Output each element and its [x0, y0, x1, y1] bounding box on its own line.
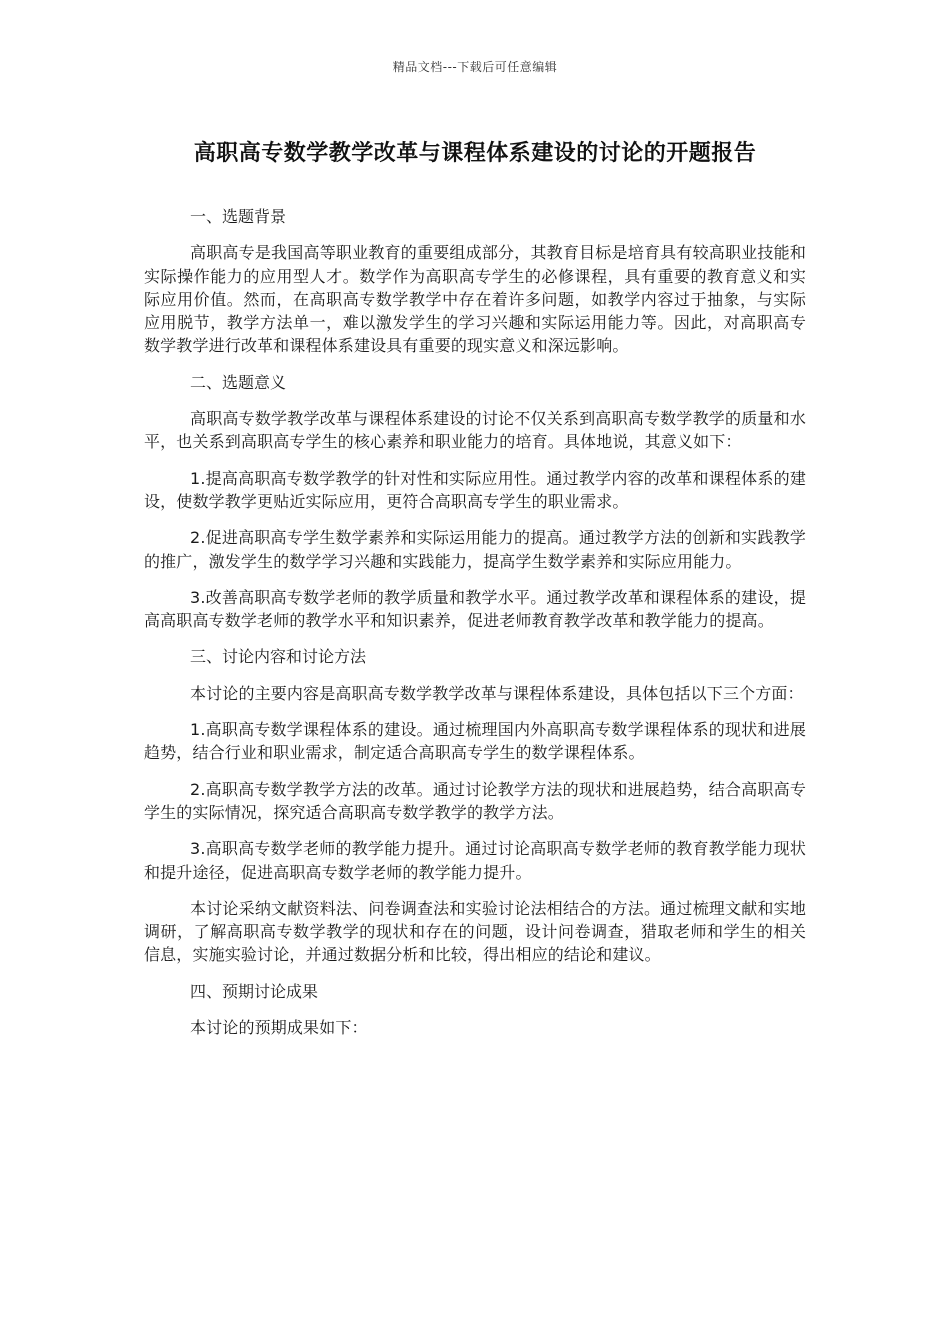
list-item-significance-3: 3.改善高职高专数学老师的教学质量和教学水平。通过教学改革和课程体系的建设，提高高职高专数学老师的教学水平和知识素养，促进老师教育教学改革和教学能力的提高。 — [144, 587, 806, 631]
paragraph-significance-intro: 高职高专数学教学改革与课程体系建设的讨论不仅关系到高职高专数学教学的质量和水平，也关系到高职高专学生的核心素养和职业能力的培育。具体地说，其意义如下： — [144, 409, 806, 452]
list-item-content-2: 2.高职高专数学教学方法的改革。通过讨论教学方法的现状和进展趋势，结合高职高专学生的实际情况，探究适合高职高专数学教学的教学方法。 — [144, 779, 806, 822]
list-item-content-1: 1.高职高专数学课程体系的建设。通过梳理国内外高职高专数学课程体系的现状和进展趋势，结合行业和职业需求，制定适合高职高专学生的数学课程体系。 — [144, 720, 806, 763]
document-title: 高职高专数学教学改革与课程体系建设的讨论的开题报告 — [193, 141, 757, 166]
paragraph-expected-results: 本讨论的预期成果如下： — [190, 1018, 368, 1038]
list-item-content-3: 3.高职高专数学老师的教学能力提升。通过讨论高职高专数学老师的教育教学能力现状和提升途径，促进高职高专数学老师的教学能力提升。 — [144, 839, 806, 882]
paragraph-content-intro: 本讨论的主要内容是高职高专数学教学改革与课程体系建设，具体包括以下三个方面： — [190, 683, 804, 703]
paragraph-background: 高职高专是我国高等职业教育的重要组成部分，其教育目标是培育具有较高职业技能和实际操作能力的应用型人才。数学作为高职高专学生的必修课程，具有重要的教育意义和实际应用价值。然而，在高职高专数学教学中存在着许多问题，如教学内容过于抽象，与实际应用脱节，教学方法单一，难以激发学生的学习兴趣和实际运用能力等。因此，对高职高专数学教学进行改革和课程体系建设具有重要的现实意义和深远影响。 — [144, 243, 806, 356]
section-heading-expected-results: 四、预期讨论成果 — [190, 981, 319, 1001]
section-heading-content-methods: 三、讨论内容和讨论方法 — [190, 647, 367, 667]
list-item-significance-1: 1.提高高职高专数学教学的针对性和实际应用性。通过教学内容的改革和课程体系的建设，使数学教学更贴近实际应用，更符合高职高专学生的职业需求。 — [144, 468, 806, 511]
list-item-significance-2: 2.促进高职高专学生数学素养和实际运用能力的提高。通过教学方法的创新和实践教学的推广，激发学生的数学学习兴趣和实践能力，提高学生数学素养和实际应用能力。 — [144, 528, 806, 571]
document-body — [144, 205, 806, 1052]
page-header-note: 精品文档---下载后可任意编辑 — [392, 60, 558, 74]
section-heading-background: 一、选题背景 — [190, 207, 287, 226]
paragraph-methods: 本讨论采纳文献资料法、问卷调查法和实验讨论法相结合的方法。通过梳理文献和实地调研，了解高职高专数学教学的现状和存在的问题，设计问卷调查，猎取老师和学生的相关信息，实施实验讨论，并通过数据分析和比较，得出相应的结论和建议。 — [144, 898, 806, 965]
section-heading-significance: 二、选题意义 — [190, 372, 287, 392]
